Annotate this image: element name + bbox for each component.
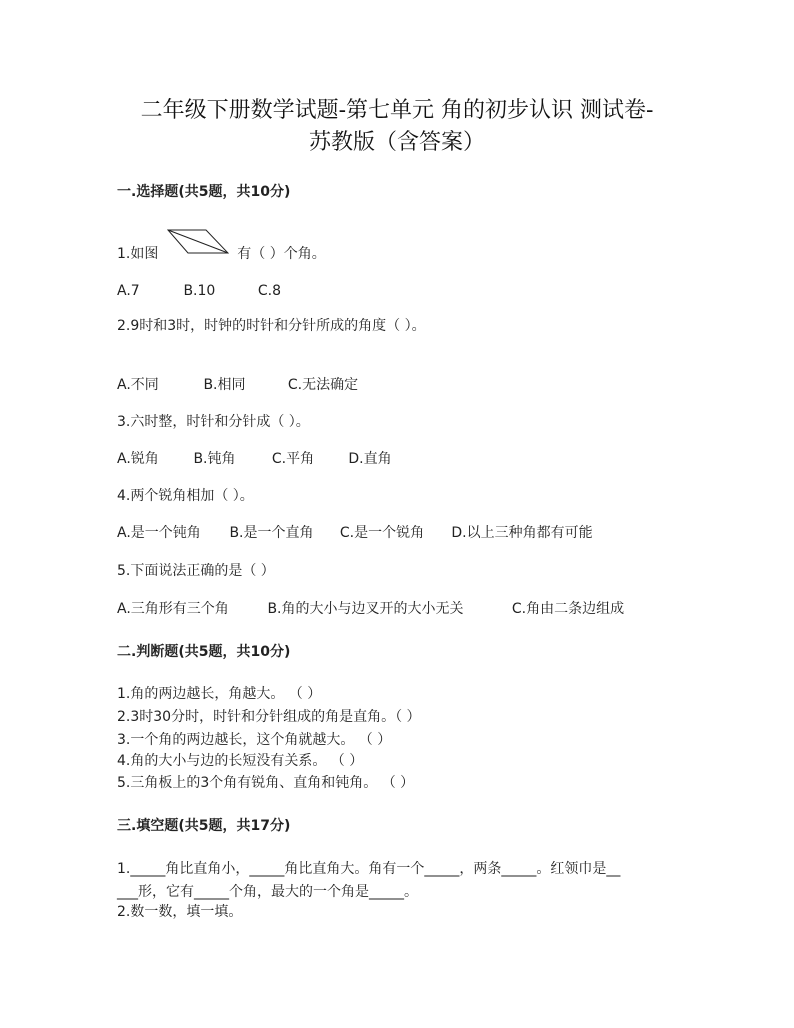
question-4: 4.两个锐角相加（ ）。 [117, 488, 254, 504]
q5-option-c: C.角由二条边组成 [511, 601, 625, 617]
question-1-suffix: 有（ ）个角。 [237, 246, 326, 262]
q4-option-a: A.是一个钝角 [117, 525, 201, 541]
page-title-line1: 二年级下册数学试题-第七单元 角的初步认识 测试卷- [140, 98, 654, 123]
q3-option-c: C.平角 [271, 451, 315, 467]
question-1-prefix: 1.如图 [117, 246, 159, 262]
question-3-options [117, 449, 392, 469]
q4-option-b: B.是一个直角 [229, 525, 314, 541]
q5-option-b: B.角的大小与边叉开的大小无关 [267, 601, 464, 617]
q4-option-c: C.是一个锐角 [339, 525, 425, 541]
fill-item: 1._____角比直角小，_____角比直角大。角有一个_____，两条_____。红领巾是__ [117, 861, 621, 877]
q4-option-d: D.以上三种角都有可能 [451, 525, 593, 541]
fill-item: 2.数一数，填一填。 [117, 904, 243, 920]
section1-heading: 一.选择题(共5题，共10分) [117, 184, 291, 200]
section3-heading: 三.填空题(共5题，共17分) [117, 818, 291, 834]
question-2-options [117, 375, 358, 395]
question-5-options [117, 599, 624, 619]
q3-option-b: B.钝角 [193, 451, 236, 467]
q5-option-a: A.三角形有三个角 [117, 601, 229, 617]
question-3: 3.六时整，时针和分针成（ ）。 [117, 414, 310, 430]
q2-option-b: B.相同 [203, 377, 246, 393]
judge-item: 4.角的大小与边的长短没有关系。 （ ） [117, 753, 364, 769]
fill-item: ___形，它有_____个角，最大的一个角是_____。 [117, 884, 418, 900]
q3-option-a: A.锐角 [117, 451, 159, 467]
q1-option-b: B.10 [183, 283, 216, 299]
question-1-options [117, 281, 281, 301]
judge-item: 5.三角板上的3个角有锐角、直角和钝角。 （ ） [117, 775, 415, 791]
question-5: 5.下面说法正确的是（ ） [117, 563, 275, 579]
question-2: 2.9时和3时，时钟的时针和分针所成的角度（ ）。 [117, 318, 426, 334]
judge-item: 2.3时30分时，时针和分针组成的角是直角。（ ） [117, 709, 421, 725]
q3-option-d: D.直角 [348, 451, 392, 467]
q1-option-a: A.7 [117, 283, 140, 299]
parallelogram-figure [167, 228, 229, 256]
judge-item: 1.角的两边越长，角越大。 （ ） [117, 686, 322, 702]
judge-item: 3.一个角的两边越长，这个角就越大。 （ ） [117, 732, 392, 748]
q2-option-c: C.无法确定 [287, 377, 359, 393]
section2-heading: 二.判断题(共5题，共10分) [117, 644, 291, 660]
q2-option-a: A.不同 [117, 377, 159, 393]
q1-option-c: C.8 [257, 283, 282, 299]
page-title-line2: 苏教版（含答案） [308, 130, 485, 155]
question-4-options [117, 523, 593, 543]
